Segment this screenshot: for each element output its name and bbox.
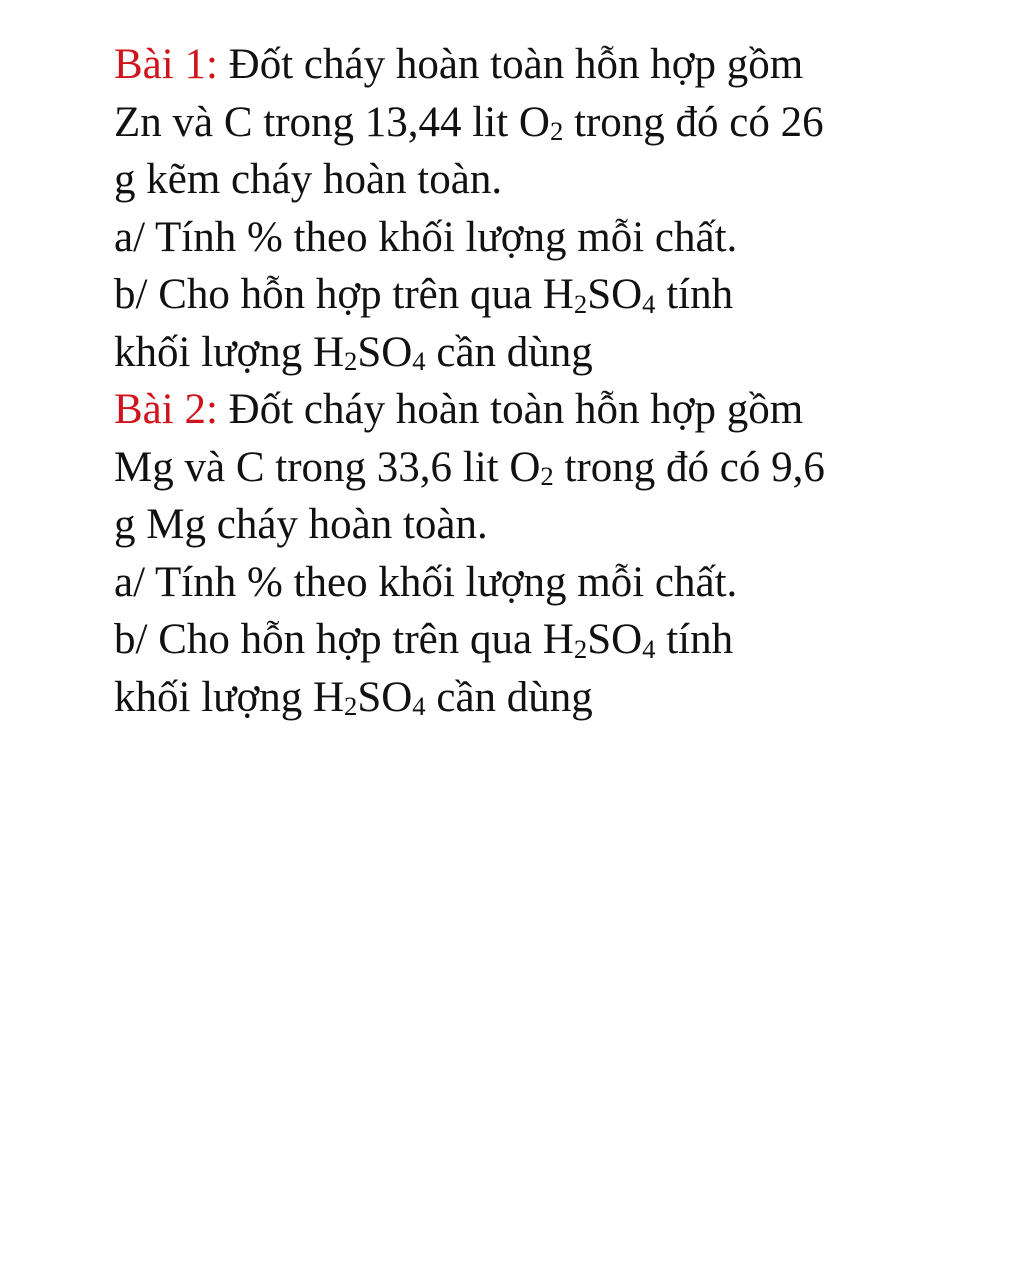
problem-1-line-3: g kẽm cháy hoàn toàn. [114,156,503,203]
problem-2-part-b2-mid: SO [357,673,413,721]
problem-2-part-b-sub-o: 4 [642,633,656,664]
problem-1-heading-line [114,36,994,94]
problem-1-part-b-sub-o: 4 [642,288,656,319]
problem-2-heading-line [114,381,994,439]
problem-2-label: Bài 2: [114,386,218,433]
problem-2-part-b-mid: SO [587,616,643,663]
problem-2-part-b-cont [114,669,994,727]
problem-1-part-b-mid: SO [587,271,643,318]
problem-2-line-2-post: trong đó có 9,6 [553,443,825,491]
problem-1-part-b-cont [114,324,994,382]
problem-1-part-b [114,266,994,324]
problem-2-part-b2-pre: khối lượng H [114,673,344,721]
problem-2-line-3: g Mg cháy hoàn toàn. [114,501,488,548]
problem-2-part-b-sub-h: 2 [573,633,588,664]
problem-1-line-2-post: trong đó có 26 [563,98,824,146]
problem-2-part-b2-sub-h: 2 [344,691,358,722]
problem-1-part-b2-post: cần dùng [425,328,593,376]
document-body [114,36,994,726]
problem-2-line-2-pre: Mg và C trong 33,6 lit O [114,443,541,491]
problem-1-intro: Đốt cháy hoàn toàn hỗn hợp gồm [217,41,804,88]
problem-1-line-2 [114,94,994,152]
problem-2-part-b-post: tính [655,616,734,663]
problem-1-part-b2-sub-o: 4 [412,346,426,377]
problem-1-line-2-pre: Zn và C trong 13,44 lit O [114,98,550,146]
problem-2-part-b2-post: cần dùng [425,673,593,721]
problem-1-o2-subscript: 2 [549,116,564,147]
problem-2-o2-subscript: 2 [540,461,554,492]
problem-2-part-b-pre: b/ Cho hỗn hợp trên qua H [114,616,574,663]
problem-1-part-a: a/ Tính % theo khối lượng mỗi chất. [114,213,738,261]
problem-2-part-b2-sub-o: 4 [412,691,426,722]
problem-2-part-a: a/ Tính % theo khối lượng mỗi chất. [114,558,738,606]
problem-1-part-b-post: tính [655,271,734,318]
problem-2-line-2 [114,439,994,497]
problem-1-part-b2-mid: SO [357,328,413,376]
problem-1-part-b2-pre: khối lượng H [114,328,344,376]
problem-2-part-b [114,611,994,669]
problem-2-intro: Đốt cháy hoàn toàn hỗn hợp gồm [217,386,804,433]
problem-1-part-b-sub-h: 2 [573,288,588,319]
problem-1-part-b2-sub-h: 2 [344,346,358,377]
problem-1-part-b-pre: b/ Cho hỗn hợp trên qua H [114,271,574,318]
problem-1-label: Bài 1: [114,41,218,88]
